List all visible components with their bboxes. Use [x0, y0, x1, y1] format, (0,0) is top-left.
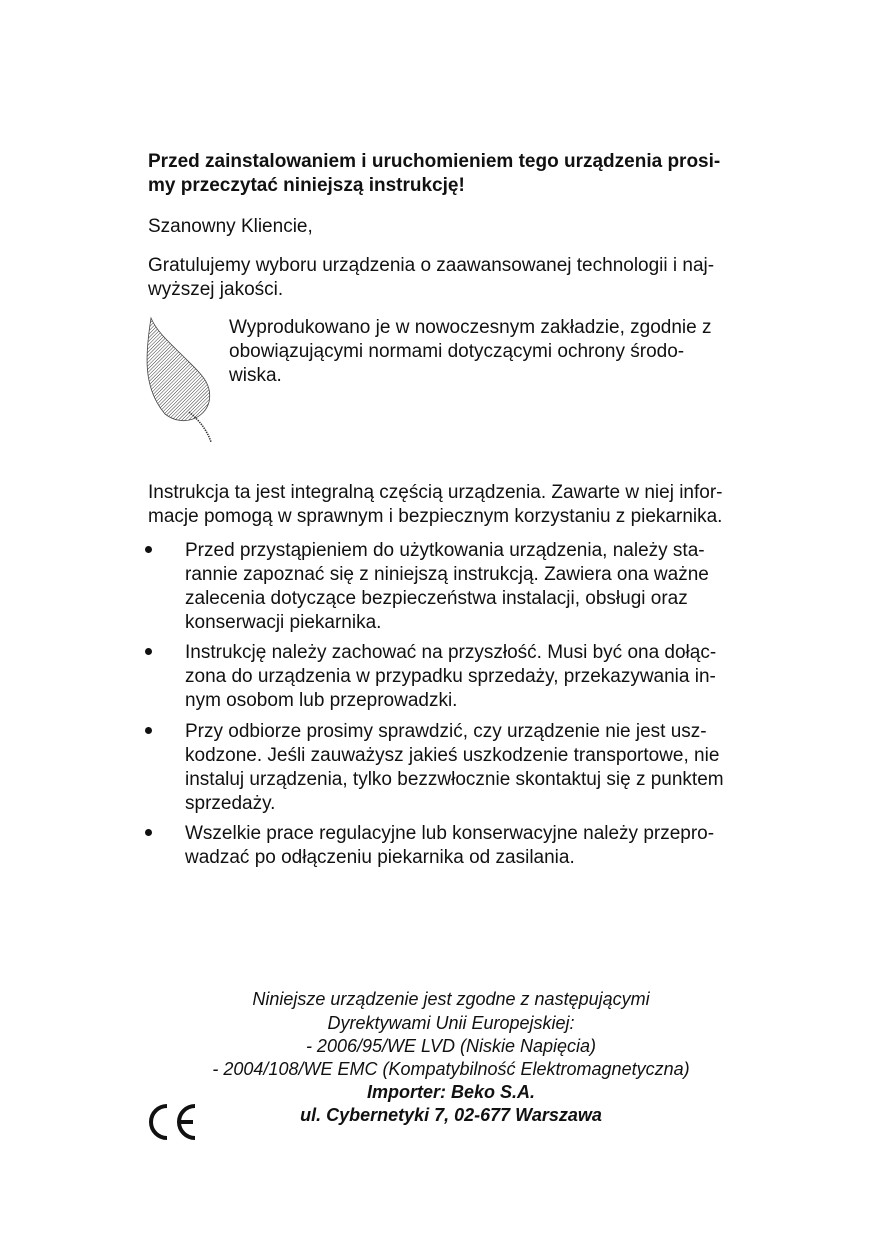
- bullet-3-line-1: Przy odbiorze prosimy sprawdzić, czy urządzenie nie jest usz-: [185, 721, 707, 742]
- bullet-1-line-4: konserwacji piekarnika.: [185, 612, 382, 633]
- bullet-2-line-3: nym osobom lub przeprowadzki.: [185, 690, 458, 711]
- ce-mark-icon: [147, 1100, 201, 1144]
- manual-intro-line-1: Instrukcja ta jest integralną częścią urządzenia. Zawarte w niej infor-: [148, 482, 723, 503]
- bullet-dot: [145, 546, 152, 553]
- bullet-1-line-2: rannie zapoznać się z niniejszą instrukcją. Zawiera ona ważne: [185, 564, 709, 585]
- eco-line-1: Wyprodukowano je w nowoczesnym zakładzie, zgodnie z: [229, 317, 712, 338]
- bullet-1-line-1: Przed przystąpieniem do użytkowania urządzenia, należy sta-: [185, 540, 705, 561]
- footer-line-3: - 2006/95/WE LVD (Niskie Napięcia): [305, 1036, 597, 1056]
- bullet-3-line-4: sprzedaży.: [185, 793, 276, 814]
- greeting: Szanowny Kliencie,: [148, 216, 313, 237]
- bullet-dot: [145, 727, 152, 734]
- title-line-2: my przeczytać niniejszą instrukcję!: [148, 175, 465, 196]
- bullet-4-line-1: Wszelkie prace regulacyjne lub konserwacyjne należy przepro-: [185, 823, 715, 844]
- bullet-dot: [145, 648, 152, 655]
- eco-line-3: wiska.: [229, 365, 282, 386]
- bullet-3-line-3: instaluj urządzenia, tylko bezzwłocznie skontaktuj się z punktem: [185, 769, 724, 790]
- leaf-icon: [143, 316, 223, 444]
- bullet-2-line-2: zona do urządzenia w przypadku sprzedaży, przekazywania in-: [185, 666, 716, 687]
- bullet-dot: [145, 829, 152, 836]
- manual-intro-line-2: macje pomogą w sprawnym i bezpiecznym korzystaniu z piekarnika.: [148, 506, 723, 527]
- footer-line-2: Dyrektywami Unii Europejskiej:: [327, 1013, 575, 1033]
- bullet-4-line-2: wadzać po odłączeniu piekarnika od zasilania.: [185, 847, 575, 868]
- intro-line-1: Gratulujemy wyboru urządzenia o zaawansowanej technologii i naj-: [148, 255, 715, 276]
- bullet-1-line-3: zalecenia dotyczące bezpieczeństwa instalacji, obsługi oraz: [185, 588, 688, 609]
- title-line-1: Przed zainstalowaniem i uruchomieniem tego urządzenia prosi-: [148, 151, 721, 172]
- footer-line-1: Niniejsze urządzenie jest zgodne z następującymi: [252, 989, 650, 1009]
- importer: Importer: Beko S.A.: [366, 1082, 536, 1102]
- bullet-2-line-1: Instrukcję należy zachować na przyszłość. Musi być ona dołąc-: [185, 642, 717, 663]
- bullet-3-line-2: kodzone. Jeśli zauważysz jakieś uszkodzenie transportowe, nie: [185, 745, 720, 766]
- importer-address: ul. Cybernetyki 7, 02-677 Warszawa: [300, 1105, 602, 1125]
- intro-line-2: wyższej jakości.: [148, 279, 284, 300]
- footer-line-4: - 2004/108/WE EMC (Kompatybilność Elektromagnetyczna): [212, 1059, 690, 1079]
- eco-line-2: obowiązującymi normami dotyczącymi ochrony środo-: [229, 341, 685, 362]
